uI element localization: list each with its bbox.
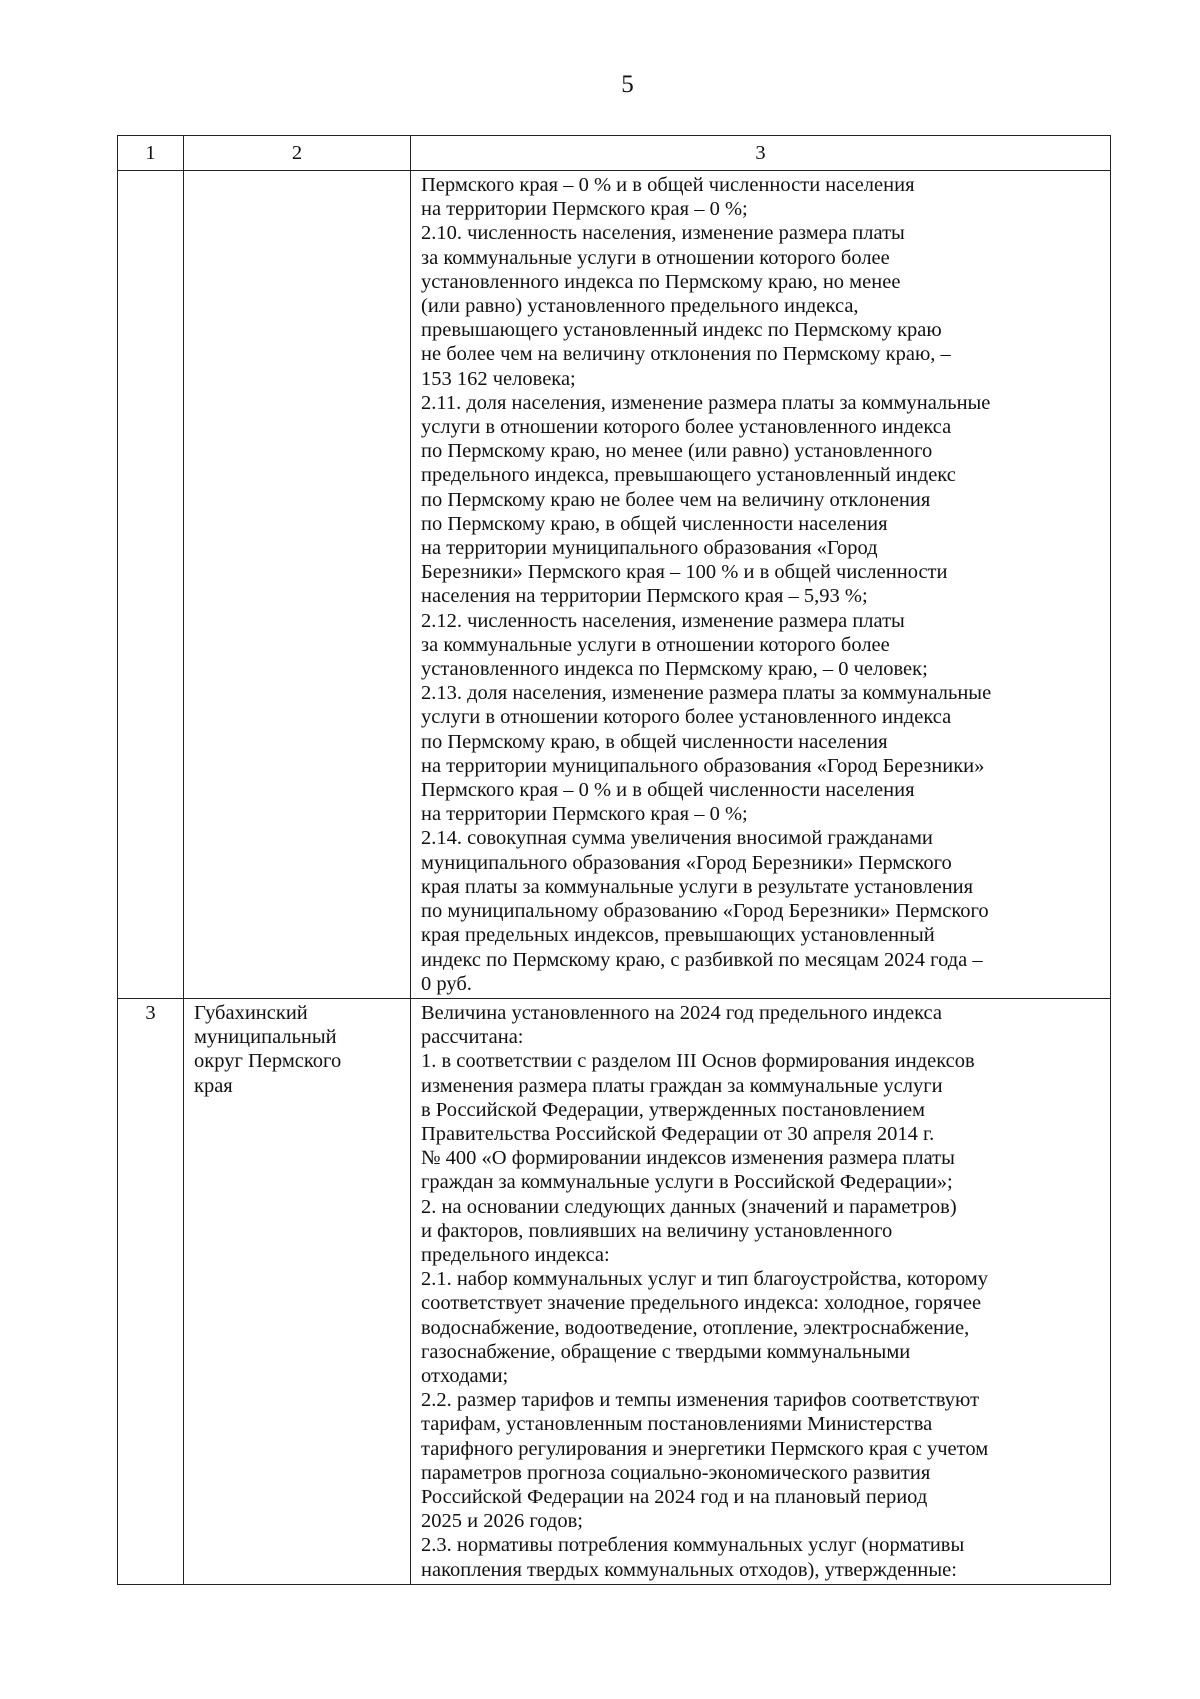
- text-line: 2.2. размер тарифов и темпы изменения тарифов соответствуют: [421, 1389, 980, 1412]
- text-line: газоснабжение, обращение с твердыми коммунальными: [421, 1340, 911, 1363]
- text-line: округ Пермского: [194, 1050, 342, 1073]
- text-line: установленного индекса по Пермскому краю, но менее: [421, 270, 901, 293]
- text-line: тарифного регулирования и энергетики Пермского края с учетом: [421, 1437, 989, 1460]
- text-line: за коммунальные услуги в отношении которого более: [421, 633, 890, 656]
- content-lines: [421, 1001, 1104, 1582]
- text-line: Пермского края – 0 % и в общей численности населения: [421, 174, 915, 196]
- text-line: рассчитана:: [421, 1026, 524, 1049]
- text-line: в Российской Федерации, утвержденных постановлением: [421, 1098, 926, 1121]
- text-line: изменения размера платы граждан за коммунальные услуги: [421, 1074, 943, 1097]
- text-line: Российской Федерации на 2024 год и на плановый период: [421, 1485, 928, 1508]
- text-line: параметров прогноза социально-экономического развития: [421, 1461, 931, 1484]
- column-header-2: 2: [184, 136, 411, 171]
- text-line: и факторов, повлиявших на величину установленного: [421, 1219, 893, 1242]
- text-line: по Пермскому краю, в общей численности населения: [421, 512, 888, 535]
- text-line: 2.10. численность населения, изменение размера платы: [421, 222, 905, 245]
- text-line: накопления твердых коммунальных отходов), утвержденные:: [421, 1558, 957, 1581]
- row-number-cell: [118, 171, 184, 999]
- text-line: граждан за коммунальные услуги в Российской Федерации»;: [421, 1171, 953, 1194]
- text-line: 2.14. совокупная сумма увеличения вносимой гражданами: [421, 827, 933, 850]
- text-line: индекс по Пермскому краю, с разбивкой по месяцам 2024 года –: [421, 948, 983, 971]
- text-line: соответствует значение предельного индекса: холодное, горячее: [421, 1292, 982, 1315]
- text-line: водоснабжение, водоотведение, отопление, электроснабжение,: [421, 1316, 970, 1339]
- text-line: услуги в отношении которого более установленного индекса: [421, 706, 952, 729]
- text-line: Величина установленного на 2024 год предельного индекса: [421, 1001, 942, 1024]
- text-line: 2.3. нормативы потребления коммунальных услуг (нормативы: [421, 1534, 965, 1557]
- text-line: муниципального образования «Город Березники» Пермского: [421, 851, 952, 874]
- row-number-cell: 3: [118, 998, 184, 1584]
- text-line: 0 руб.: [421, 972, 472, 995]
- text-line: Правительства Российской Федерации от 30 апреля 2014 г.: [421, 1122, 935, 1145]
- text-line: по Пермскому краю, в общей численности населения: [421, 730, 888, 753]
- text-line: превышающего установленный индекс по Пермскому краю: [421, 319, 942, 342]
- page-number: 5: [621, 71, 634, 98]
- text-line: 2.12. численность населения, изменение размера платы: [421, 609, 905, 632]
- table-header-row: [118, 136, 1111, 171]
- text-line: на территории Пермского края – 0 %;: [421, 803, 748, 826]
- municipality-name-lines: [194, 1001, 402, 1098]
- column-header-3: 3: [411, 136, 1111, 171]
- text-line: 1. в соответствии с разделом III Основ формирования индексов: [421, 1050, 975, 1073]
- text-line: услуги в отношении которого более установленного индекса: [421, 416, 952, 439]
- text-line: не более чем на величину отклонения по Пермскому краю, –: [421, 343, 951, 366]
- text-line: Березники» Пермского края – 100 % и в общей численности: [421, 561, 948, 584]
- text-line: края предельных индексов, превышающих установленный: [421, 924, 935, 947]
- text-line: Пермского края – 0 % и в общей численности населения: [421, 779, 915, 802]
- municipality-name-cell: [184, 171, 411, 999]
- text-line: муниципальный: [194, 1026, 337, 1049]
- text-line: предельного индекса:: [421, 1243, 610, 1266]
- text-line: за коммунальные услуги в отношении которого более: [421, 246, 890, 269]
- table-row-continued: [118, 171, 1111, 999]
- text-line: 2.11. доля населения, изменение размера платы за коммунальные: [421, 391, 991, 414]
- text-line: по Пермскому краю, но менее (или равно) установленного: [421, 440, 933, 463]
- row-content-cell: [411, 171, 1111, 999]
- text-line: 153 162 человека;: [421, 367, 576, 390]
- text-line: 2. на основании следующих данных (значений и параметров): [421, 1195, 957, 1218]
- table-row-3: [118, 998, 1111, 1584]
- text-line: по муниципальному образованию «Город Березники» Пермского: [421, 900, 989, 923]
- column-header-1: 1: [118, 136, 184, 171]
- text-line: края: [194, 1074, 233, 1097]
- text-line: № 400 «О формировании индексов изменения размера платы: [421, 1147, 955, 1170]
- document-table: [117, 135, 1111, 1585]
- municipality-name-cell: [184, 998, 411, 1584]
- text-line: края платы за коммунальные услуги в результате установления: [421, 875, 974, 898]
- text-line: на территории муниципального образования «Город Березники»: [421, 754, 985, 777]
- text-line: предельного индекса, превышающего установленный индекс: [421, 464, 956, 487]
- text-line: населения на территории Пермского края – 5,93 %;: [421, 585, 868, 608]
- text-line: 2.1. набор коммунальных услуг и тип благоустройства, которому: [421, 1268, 989, 1291]
- text-line: по Пермскому краю не более чем на величину отклонения: [421, 488, 931, 511]
- text-line: отходами;: [421, 1364, 509, 1387]
- text-line: на территории муниципального образования «Город: [421, 537, 878, 560]
- text-line: на территории Пермского края – 0 %;: [421, 198, 748, 221]
- content-lines: [421, 173, 1104, 996]
- text-line: 2.13. доля населения, изменение размера платы за коммунальные: [421, 682, 992, 705]
- text-line: тарифам, установленным постановлениями Министерства: [421, 1413, 933, 1436]
- text-line: 2025 и 2026 годов;: [421, 1510, 583, 1533]
- text-line: Губахинский: [194, 1001, 308, 1024]
- text-line: установленного индекса по Пермскому краю, – 0 человек;: [421, 658, 928, 681]
- row-content-cell: [411, 998, 1111, 1584]
- text-line: (или равно) установленного предельного индекса,: [421, 295, 859, 318]
